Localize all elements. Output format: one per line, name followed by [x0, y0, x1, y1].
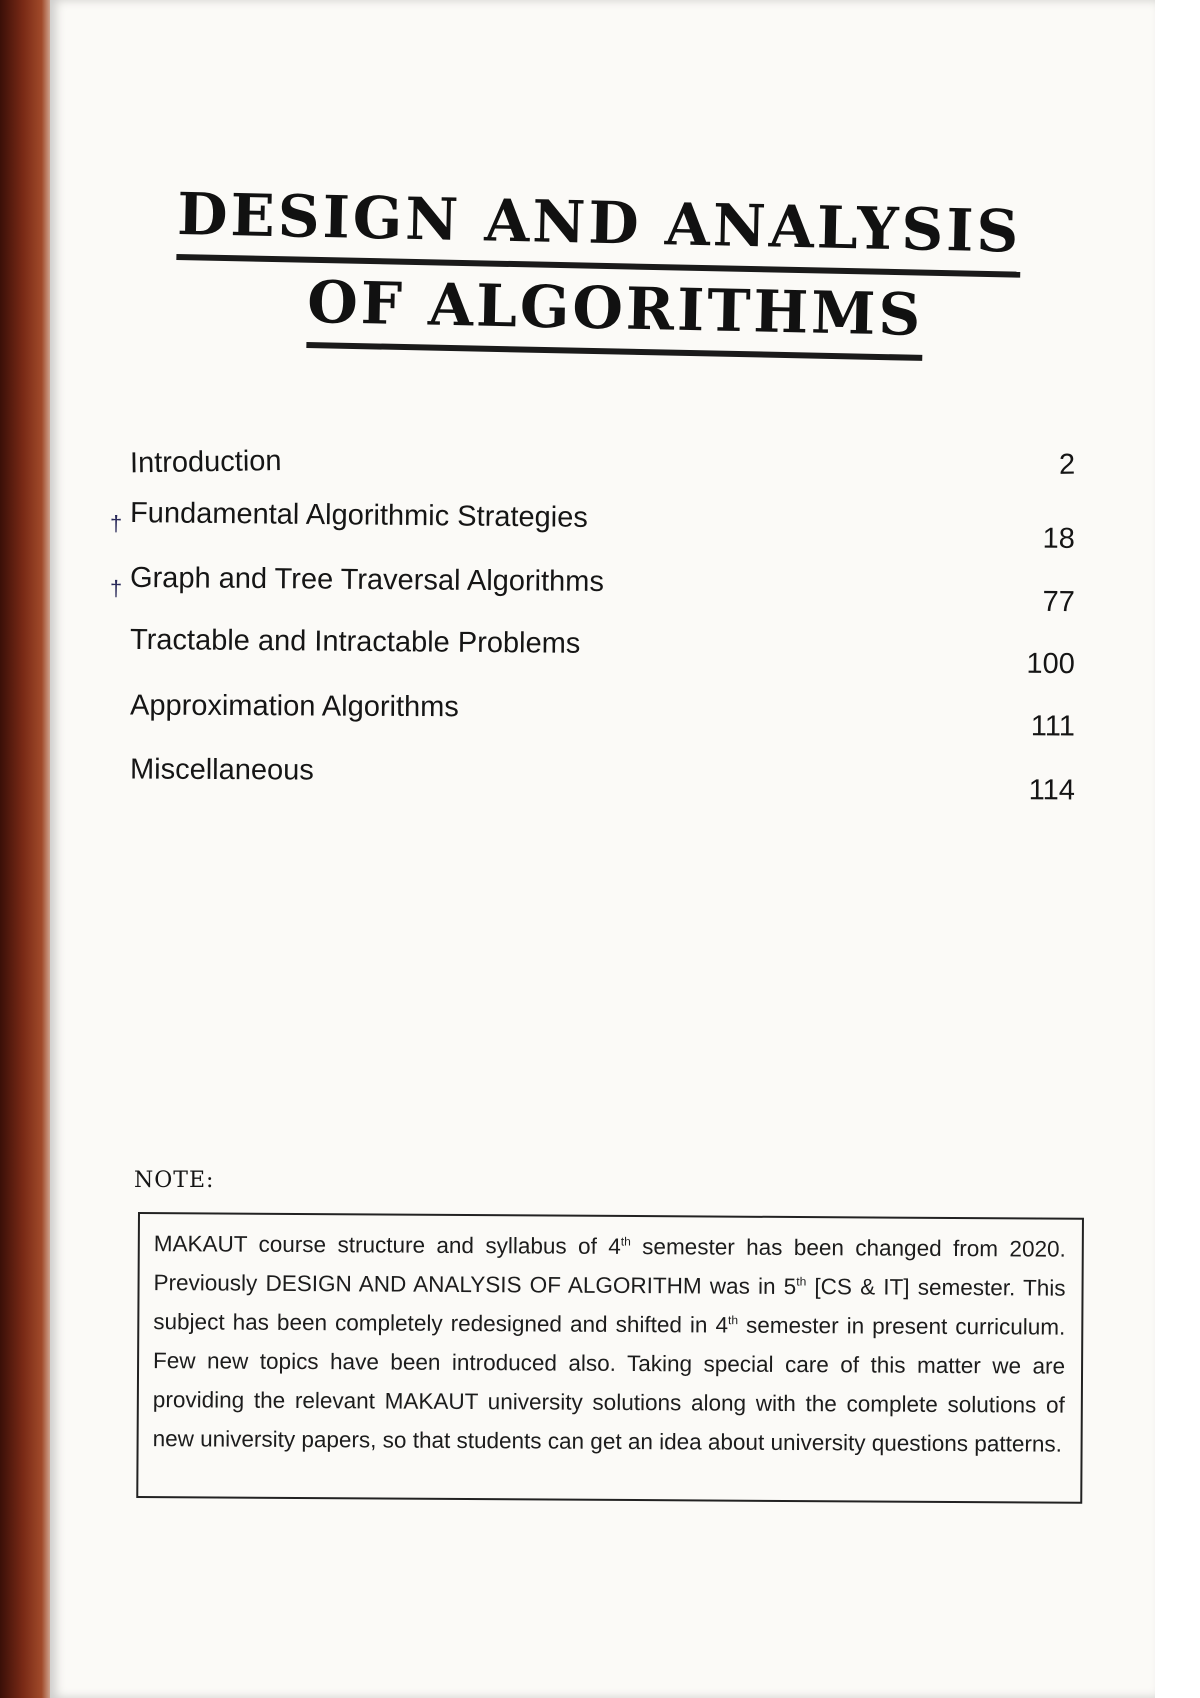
note-text-part: [CS & IT] semester. This subject has been completely redesigned and shifted in 4	[153, 1274, 1066, 1338]
toc-entry-label: Introduction	[129, 445, 282, 480]
note-heading: NOTE:	[134, 1168, 215, 1193]
toc-entry-page: 77	[1042, 585, 1076, 619]
toc-entry-page: 114	[1028, 774, 1076, 807]
book-binding-edge	[0, 0, 52, 1698]
toc-entry-page: 100	[1026, 647, 1076, 681]
pen-mark-icon: †	[109, 510, 123, 536]
note-superscript: th	[796, 1274, 807, 1289]
note-superscript: th	[728, 1313, 739, 1328]
toc-entry-miscellaneous	[129, 753, 1076, 807]
page-title-line-2: OF ALGORITHMS	[306, 268, 924, 361]
page-title-line-1: DESIGN AND ANALYSIS	[176, 180, 1022, 278]
toc-entry-label: Tractable and Intractable Problems	[129, 623, 581, 660]
toc-entry-page: 111	[1030, 710, 1076, 743]
toc-entry-page: 18	[1042, 522, 1076, 555]
toc-entry-label: Graph and Tree Traversal Algorithms	[129, 561, 605, 599]
note-box	[136, 1212, 1084, 1504]
toc-entry-fundamental-strategies	[109, 497, 1076, 555]
toc-entry-tractable-intractable	[129, 623, 1076, 681]
pen-mark-icon: †	[109, 575, 123, 601]
note-text	[152, 1224, 1065, 1464]
toc-entry-label: Approximation Algorithms	[129, 689, 459, 724]
note-superscript: th	[620, 1234, 631, 1249]
toc-entry-label: Fundamental Algorithmic Strategies	[129, 497, 589, 534]
toc-entry-label: Miscellaneous	[129, 753, 314, 787]
note-text-part: semester has been changed from 2020. Previously DESIGN AND ANALYSIS OF ALGORITHM was in 5	[153, 1234, 1066, 1300]
toc-entry-page: 2	[1058, 448, 1076, 481]
toc-entry-approximation	[129, 689, 1076, 743]
toc-entry-introduction	[130, 433, 1076, 488]
book-page	[50, 0, 1155, 1698]
toc-entry-graph-tree-traversal	[109, 561, 1076, 619]
note-text-part: semester in present curriculum. Few new topics have been introduced also. Taking special care of this matter we are providing the relevant MAKAUT university solutions along with the complete solutions of new university papers, so that students can get an idea about university questions patterns.	[152, 1312, 1066, 1457]
note-text-part: MAKAUT course structure and syllabus of 4	[153, 1231, 621, 1259]
